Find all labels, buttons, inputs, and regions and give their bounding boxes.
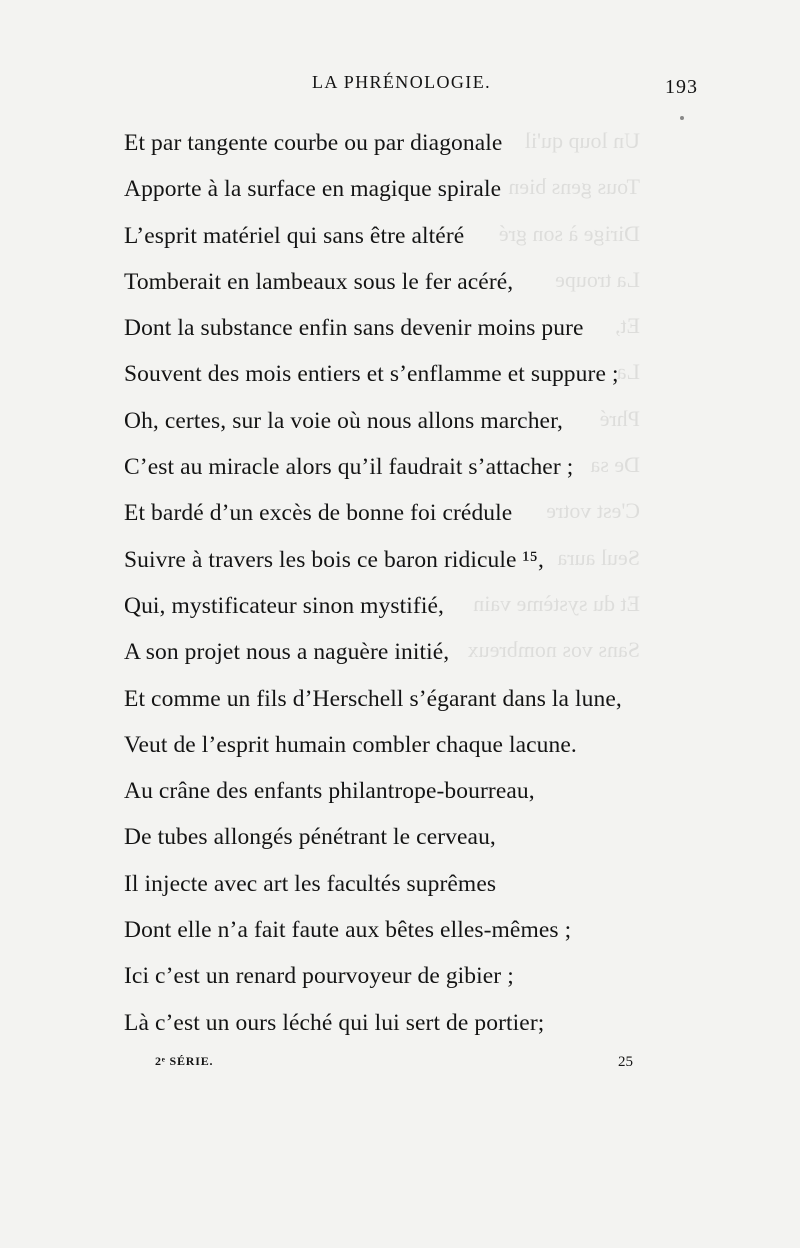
verse-line: Ici c’est un renard pourvoyeur de gibier ; [124,963,514,990]
verse-line: Dont elle n’a fait faute aux bêtes elles-mêmes ; [124,917,572,944]
bleed-through-line: Sans vos nombreux [467,637,640,663]
verse-line: Veut de l’esprit humain combler chaque lacune. [124,731,577,758]
verse-line: Qui, mystificateur sinon mystifié, [124,592,444,619]
bleed-through-line: Seul aura [557,544,640,570]
verse-line: Il injecte avec art les facultés suprêmes [124,870,497,897]
verse-line: Là c’est un ours léché qui lui sert de portier; [124,1009,545,1036]
verse-line: Et comme un fils d’Herschell s’égarant dans la lune, [124,685,622,712]
verse-line: Et bardé d’un excès de bonne foi crédule [124,500,513,527]
verse-line: C’est au miracle alors qu’il faudrait s’attacher ; [124,454,574,481]
running-title: LA PHRÉNOLOGIE. [312,72,491,92]
signature-mark: 2ᵉ SÉRIE. [155,1054,214,1068]
page-footer [0,1054,800,1084]
bleed-through-line: C'est votre [546,498,640,524]
bleed-through-line: De sa [590,452,640,478]
verse-line: Dont la substance enfin sans devenir moins pure [124,315,584,342]
bleed-through-line: Dirige à son gré [498,220,640,246]
verse-line: Au crâne des enfants philantrope-bourreau, [124,778,535,805]
bleed-through-line: Phré [599,405,640,431]
verse-line: L’esprit matériel qui sans être altéré [124,222,465,249]
verse-line: Oh, certes, sur la voie où nous allons marcher, [124,407,564,434]
bleed-through-line: Un loup qu'il [524,128,640,153]
sheet-number: 25 [618,1054,633,1070]
page-header [0,70,800,106]
verse-line: De tubes allongés pénétrant le cerveau, [124,824,496,851]
verse-line: Souvent des mois entiers et s’enflamme et suppure ; [124,361,619,388]
verse-line: Et par tangente courbe ou par diagonale [124,130,503,156]
bleed-through-line: Et, [614,313,640,339]
bleed-through-line: La troupe [555,266,640,292]
bleed-through-line: Tous gens bien [508,174,640,200]
verse-line: A son projet nous a naguère initié, [124,639,450,666]
poem-verse [124,120,744,1046]
verse-line: Suivre à travers les bois ce baron ridicule ¹⁵, [124,546,544,573]
verse-line: Apporte à la surface en magique spirale [124,176,502,203]
verse-line: Tomberait en lambeaux sous le fer acéré, [124,268,514,295]
bleed-through-line: La [616,359,640,385]
bleed-through-line: Et du système vain [473,590,640,616]
page-number: 193 [665,76,698,98]
